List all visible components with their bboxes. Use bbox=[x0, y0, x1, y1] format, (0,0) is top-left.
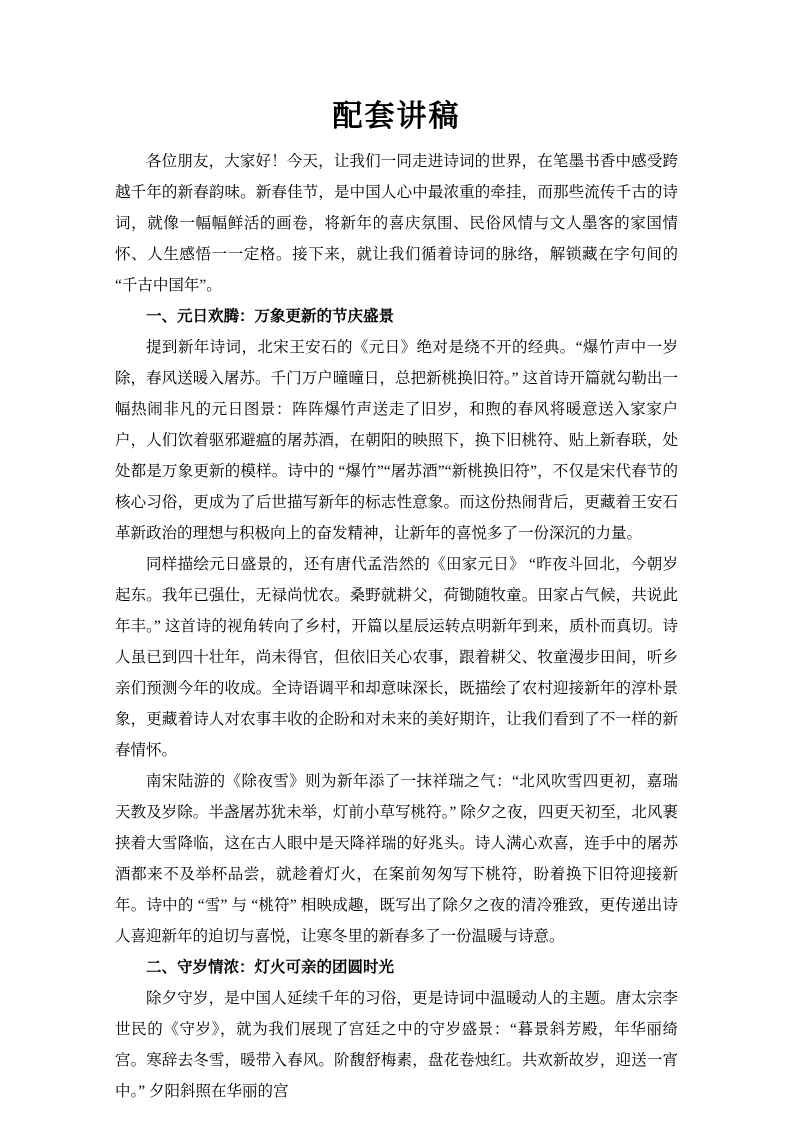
paragraph-intro: 各位朋友，大家好！今天，让我们一同走进诗词的世界，在笔墨书香中感受跨越千年的新春韵味。新春佳节，是中国人心中最浓重的牵挂，而那些流传千古的诗词，就像一幅幅鲜活的画卷，将新年的喜庆氛围、民俗风情与文人墨客的家国情怀、人生感悟一一定格。接下来，就让我们循着诗词的脉络，解锁藏在字句间的 “千古中国年”。 bbox=[115, 153, 678, 294]
paragraph-tianjia-yuanri: 同样描绘元日盛景的，还有唐代孟浩然的《田家元日》 “昨夜斗回北，今朝岁起东。我年已强仕，无禄尚忧农。桑野就耕父，荷锄随牧童。田家占气候，共说此年丰。” 这首诗的视角转向了乡村，开篇以星辰运转点明新年到来，质朴而真切。诗人虽已到四十壮年，尚未得官，但依旧关心农事，跟着耕父、牧童漫步田间，听乡亲们预测今年的收成。全诗语调平和却意味深长，既描绘了农村迎接新年的淳朴景象，更藏着诗人对农事丰收的企盼和对未来的美好期许，让我们看到了不一样的新春情怀。 bbox=[115, 556, 678, 759]
section-heading-yuanri: 一、元日欢腾：万象更新的节庆盛景 bbox=[146, 308, 395, 325]
paragraph-chuyexue: 南宋陆游的《除夜雪》则为新年添了一抹祥瑞之气：“北风吹雪四更初，嘉瑞天教及岁除。半盏屠苏犹未举，灯前小草写桃符。” 除夕之夜，四更天初至，北风裹挟着大雪降临，这在古人眼中是天降祥瑞的好兆头。诗人满心欢喜，连手中的屠苏酒都来不及举杯品尝，就趁着灯火，在案前匆匆写下桃符，盼着换下旧符迎接新年。诗中的 “雪” 与 “桃符” 相映成趣，既写出了除夕之夜的清冷雅致，更传递出诗人喜迎新年的迫切与喜悦，让寒冬里的新春多了一份温暖与诗意。 bbox=[115, 773, 678, 945]
document-title: 配套讲稿 bbox=[332, 100, 461, 133]
paragraph-wanganshi-yuanri: 提到新年诗词，北宋王安石的《元日》绝对是绕不开的经典。“爆竹声中一岁除，春风送暖入屠苏。千门万户曈曈日，总把新桃换旧符。” 这首诗开篇就勾勒出一幅热闹非凡的元日图景：阵阵爆竹声送走了旧岁，和煦的春风将暖意送入家家户户，人们饮着驱邪避瘟的屠苏酒，在朝阳的映照下，换下旧桃符、贴上新春联，处处都是万象更新的模样。诗中的 “爆竹”“屠苏酒”“新桃换旧符”，不仅是宋代春节的核心习俗，更成为了后世描写新年的标志性意象。而这份热闹背后，更藏着王安石革新政治的理想与积极向上的奋发精神，让新年的喜悦多了一份深沉的力量。 bbox=[115, 339, 678, 542]
paragraph-shousui: 除夕守岁，是中国人延续千年的习俗，更是诗词中温暖动人的主题。唐太宗李世民的《守岁》，就为我们展现了宫廷之中的守岁盛景：“暮景斜芳殿，年华丽绮宫。寒辞去冬雪，暖带入春风。阶馥舒梅素，盘花卷烛红。共欢新故岁，迎送一宵中。” 夕阳斜照在华丽的宫 bbox=[115, 990, 678, 1100]
section-heading-shousui: 二、守岁情浓：灯火可亲的团圆时光 bbox=[146, 959, 395, 976]
